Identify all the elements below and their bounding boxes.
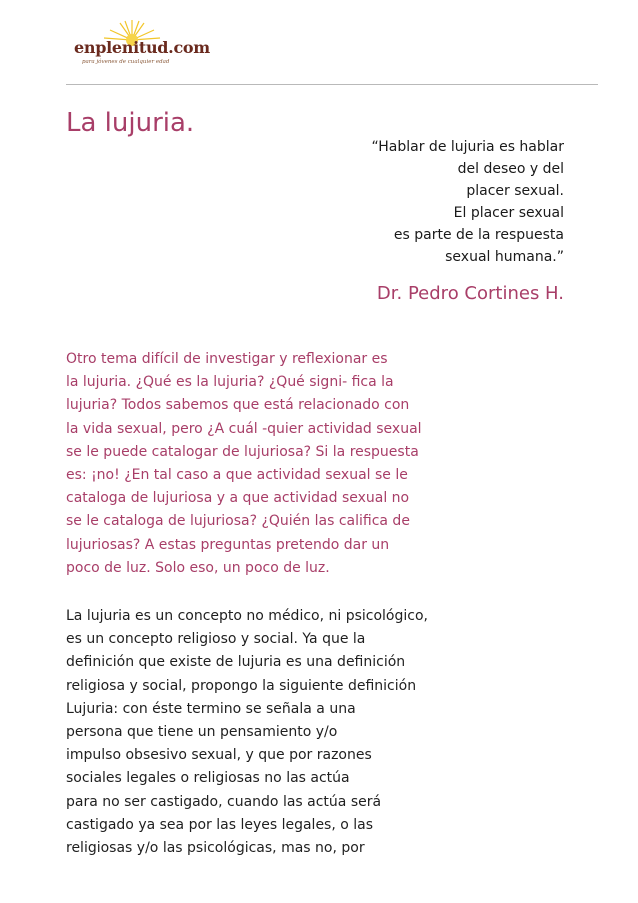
text-line: persona que tiene un pensamiento y/o — [66, 724, 338, 741]
text-line: religiosas y/o las psicológicas, mas no, por — [66, 840, 365, 857]
text-line: sociales legales o religiosas no las actúa — [66, 770, 350, 787]
quote-line: “Hablar de lujuria es hablar — [371, 139, 564, 155]
text-line: la lujuria. ¿Qué es la lujuria? ¿Qué signi- fica la — [66, 374, 394, 391]
text-line: es: ¡no! ¿En tal caso a que actividad sexual se le — [66, 467, 408, 484]
quote-line: sexual humana.” — [445, 249, 564, 265]
text-line: la vida sexual, pero ¿A cuál -quier actividad sexual — [66, 420, 422, 437]
header-divider — [66, 84, 598, 85]
text-line: religiosa y social, propongo la siguiente definición — [66, 677, 417, 694]
logo-tagline: para jóvenes de cualquier edad — [82, 59, 170, 65]
quote-line: placer sexual. — [466, 183, 564, 199]
text-line: castigado ya sea por las leyes legales, o las — [66, 816, 374, 833]
text-line: definición que existe de lujuria es una definición — [66, 654, 406, 671]
body-paragraph — [66, 605, 428, 860]
text-line: se le cataloga de lujuriosa? ¿Quién las califica de — [66, 513, 410, 530]
text-line: La lujuria es un concepto no médico, ni psicológico, — [66, 608, 428, 624]
quote-author: Dr. Pedro Cortines H. — [376, 283, 564, 304]
text-line: lujuria? Todos sabemos que está relacionado con — [66, 397, 410, 414]
quote-line: El placer sexual — [453, 205, 564, 221]
text-line: lujuriosas? A estas preguntas pretendo dar un — [66, 536, 390, 553]
text-line: impulso obsesivo sexual, y que por razones — [66, 747, 372, 764]
text-line: se le puede catalogar de lujuriosa? Si la respuesta — [66, 443, 419, 460]
text-line: cataloga de lujuriosa y a que actividad sexual no — [66, 490, 410, 507]
text-line: es un concepto religioso y social. Ya que la — [66, 631, 366, 648]
text-line: para no ser castigado, cuando las actúa será — [66, 793, 382, 810]
intro-paragraph — [66, 348, 422, 580]
site-logo[interactable] — [62, 18, 210, 76]
quote-line: del deseo y del — [457, 161, 564, 177]
text-line: Otro tema difícil de investigar y reflexionar es — [66, 351, 388, 367]
text-line: Lujuria: con éste termino se señala a una — [66, 700, 356, 717]
quote-line: es parte de la respuesta — [393, 227, 564, 243]
epigraph-quote — [284, 136, 564, 268]
logo-wordmark: enplenitud.com — [74, 38, 210, 57]
text-line: poco de luz. Solo eso, un poco de luz. — [66, 559, 330, 576]
page-title: La lujuria. — [66, 108, 195, 138]
